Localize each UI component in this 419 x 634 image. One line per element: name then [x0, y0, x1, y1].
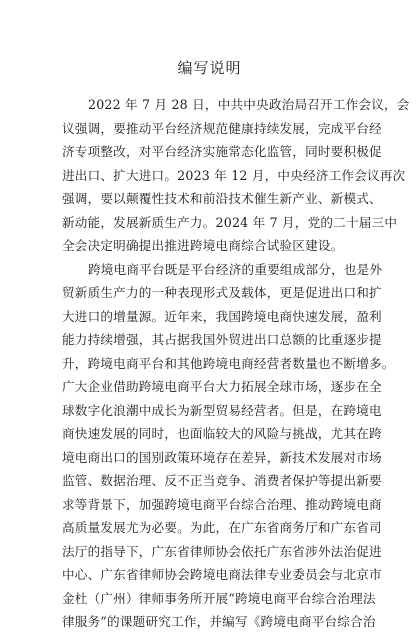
body-line: 商快速发展的同时，也面临较大的风险与挑战，尤其在跨	[62, 426, 382, 441]
body-line: 球数字化浪潮中成长为新型贸易经营者。但是，在跨境电	[62, 402, 382, 418]
body-line: 高质量发展尤为必要。为此，在广东省商务厅和广东省司	[62, 520, 382, 535]
body-line: 进出口、扩大进口。2023 年 12 月，中央经济工作会议再次	[62, 167, 406, 183]
body-line: 律服务”的课题研究工作，并编写《跨境电商平台综合治	[62, 614, 376, 629]
body-line: 升，跨境电商平台和其他跨境电商经营者数量也不断增多。	[62, 355, 395, 371]
body-line: 法厅的指导下，广东省律师协会依托广东省涉外法治促进	[62, 543, 382, 559]
body-line: 监管、数据治理、反不正当竞争、消费者保护等提出新要	[62, 473, 382, 488]
body-line: 中心、广东省律师协会跨境电商法律专业委员会与北京市	[62, 567, 382, 582]
body-line: 广大企业借助跨境电商平台大力拓展全球市场，逐步在全	[62, 379, 382, 394]
body-line: 能力持续增强，其占据我国外贸进出口总额的比重逐步提	[62, 332, 382, 347]
body-line: 贸新质生产力的一种表现形式及载体，更是促进出口和扩	[62, 285, 382, 300]
document-body	[62, 93, 410, 634]
body-line: 求等背景下，加强跨境电商平台综合治理、推动跨境电商	[62, 496, 382, 512]
body-line: 大进口的增量源。近年来，我国跨境电商快速发展，盈利	[62, 308, 382, 324]
body-line: 议强调，要推动平台经济规范健康持续发展，完成平台经	[62, 120, 382, 136]
body-line: 2022 年 7 月 28 日，中共中央政治局召开工作会议，会	[88, 97, 410, 112]
body-line: 跨境电商平台既是平台经济的重要组成部分，也是外	[88, 261, 383, 277]
body-line: 金杜（广州）律师事务所开展“跨境电商平台综合治理法	[62, 590, 376, 606]
body-line: 济专项整改，对平台经济实施常态化监管，同时要积极促	[62, 144, 382, 159]
body-line: 强调，要以颠覆性技术和前沿技术催生新产业、新模式、	[62, 191, 382, 206]
document-title: 编写说明	[177, 59, 242, 77]
body-line: 全会决定明确提出推进跨境电商综合试验区建设。	[62, 238, 344, 253]
body-line: 境电商出口的国别政策环境存在差异，新技术发展对市场	[62, 449, 382, 465]
body-line: 新动能，发展新质生产力。2024 年 7 月，党的二十届三中	[62, 214, 398, 230]
